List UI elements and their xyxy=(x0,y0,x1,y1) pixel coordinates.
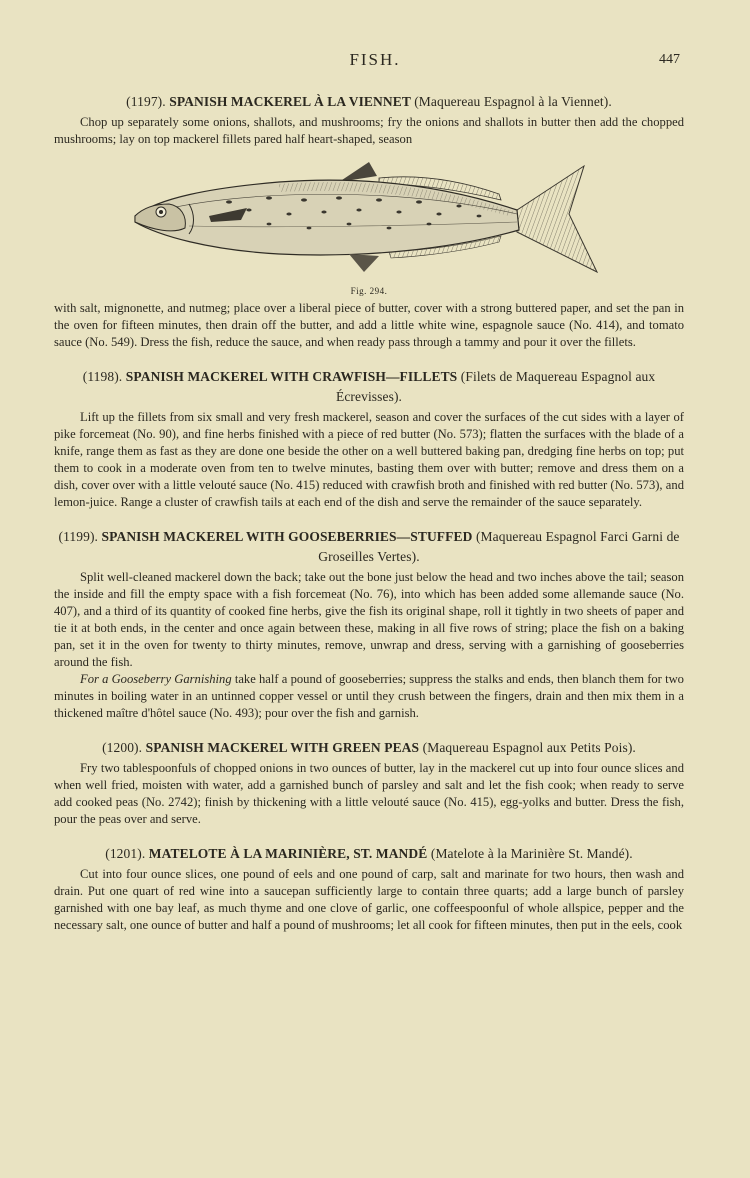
figure-caption: Fig. 294. xyxy=(350,286,388,296)
recipe-number: (1199). xyxy=(58,529,99,544)
mackerel-icon xyxy=(129,154,609,284)
running-head xyxy=(0,50,750,74)
recipe-french-title: (Filets de Maquereau Espagnol aux Écrevisses). xyxy=(335,369,656,404)
page-number: 447 xyxy=(659,52,680,67)
recipe-paragraph: with salt, mignonette, and nutmeg; place over a liberal piece of butter, cover with a strong buttered paper, and set the pan in the oven for fifteen minutes, then drain off the butter, and add a little white wine, espagnole sauce (No. 414), and tomato sauce (No. 549). Dress the fish, reduce the sauce, and when ready pass through a tammy and pour it over the fillets. xyxy=(54,301,684,349)
recipe-paragraph: Cut into four ounce slices, one pound of eels and one pound of carp, salt and marinate for two hours, then wash and drain. Put one quart of red wine into a saucepan sufficiently large to contain three quarts; add a large bunch of parsley garnished with one bay leaf, as much thyme and one clove of garlic, one coffeespoonful of whole allspice, pepper and the necessary salt, one ounce of butter and half a pound of mushrooms; let all cook for fifteen minutes, then put in the eels, cook xyxy=(54,867,684,932)
recipe-french-title: (Matelote à la Marinière St. Mandé). xyxy=(430,846,633,861)
recipe-heading-1198 xyxy=(54,367,684,407)
recipe-number: (1198). xyxy=(82,369,123,384)
recipe-title: SPANISH MACKEREL WITH GREEN PEAS xyxy=(145,740,420,755)
recipe-title: SPANISH MACKEREL À LA VIENNET xyxy=(169,94,411,109)
figure-mackerel xyxy=(54,154,684,296)
recipe-title: SPANISH MACKEREL WITH GOOSEBERRIES—STUFFED xyxy=(101,529,473,544)
recipe-paragraph: Chop up separately some onions, shallots, and mushrooms; fry the onions and shallots in butter then add the chopped mushrooms; lay on top mackerel fillets pared half heart-shaped, season xyxy=(54,115,684,146)
running-title: FISH. xyxy=(349,50,401,69)
recipe-french-title: (Maquereau Espagnol à la Viennet). xyxy=(414,94,612,109)
recipe-number: (1201). xyxy=(105,846,146,861)
recipe-number: (1200). xyxy=(102,740,143,755)
recipe-heading-1197 xyxy=(54,92,684,112)
recipe-title: MATELOTE À LA MARINIÈRE, ST. MANDÉ xyxy=(148,846,428,861)
recipe-french-title: (Maquereau Espagnol Farci Garni de Groseilles Vertes). xyxy=(318,529,680,564)
recipe-title: SPANISH MACKEREL WITH CRAWFISH—FILLETS xyxy=(125,369,458,384)
italic-subheading: For a Gooseberry Garnishing xyxy=(80,672,232,686)
recipe-paragraph xyxy=(54,671,684,722)
recipe-heading-1201 xyxy=(54,844,684,864)
recipe-paragraph: Fry two tablespoonfuls of chopped onions in two ounces of butter, lay in the mackerel cut up into four ounce slices and when well fried, moisten with water, add a garnished bunch of parsley and salt and let the fish cook; when ready to serve add cooked peas (No. 2742); finish by thickening with a little velouté sauce (No. 415), egg-yolks and butter. Dress the fish, pour the peas over and serve. xyxy=(54,761,684,826)
recipe-french-title: (Maquereau Espagnol aux Petits Pois). xyxy=(422,740,636,755)
recipe-heading-1200 xyxy=(54,738,684,758)
page-content xyxy=(54,92,684,934)
recipe-paragraph: Split well-cleaned mackerel down the back; take out the bone just below the head and two inches above the tail; season the inside and fill the empty space with a fish forcemeat (No. 76), into which has been added some allemande sauce (No. 407), and a third of its quantity of cooked fine herbs, give the fish its original shape, roll it tightly in two sheets of paper and tie it at both ends, in the center and once again between these, making in all five rows of string; place the fish on a baking pan, set it in the oven for twenty to thirty minutes, remove, unwrap and dress, serving with a garnishing of gooseberries around the fish. xyxy=(54,570,684,669)
recipe-number: (1197). xyxy=(126,94,166,109)
recipe-heading-1199 xyxy=(54,527,684,567)
recipe-text: take half a pound of gooseberries; suppress the stalks and ends, then blanch them for two minutes in boiling water in an untinned copper vessel or until they crush between the fingers, drain and then mix them in a thickened maître d'hôtel sauce (No. 493); pour over the fish and garnish. xyxy=(54,672,684,720)
recipe-paragraph: Lift up the fillets from six small and very fresh mackerel, season and cover the surfaces of the cut sides with a layer of pike forcemeat (No. 90), and fine herbs finished with a piece of red butter (No. 573); flatten the surfaces with the blade of a knife, range them as fast as they are done one beside the other on a well buttered baking pan, dredging fine herbs on top; put them to cook in a moderate oven from ten to twelve minutes, basting them over with butter; remove and dress them on a dish, cover over with a little velouté sauce (No. 415) reduced with crawfish broth and finished with red butter (No. 573), and lemon-juice. Range a cluster of crawfish tails at each end of the dish and serve the remainder of the sauce separately. xyxy=(54,410,684,509)
